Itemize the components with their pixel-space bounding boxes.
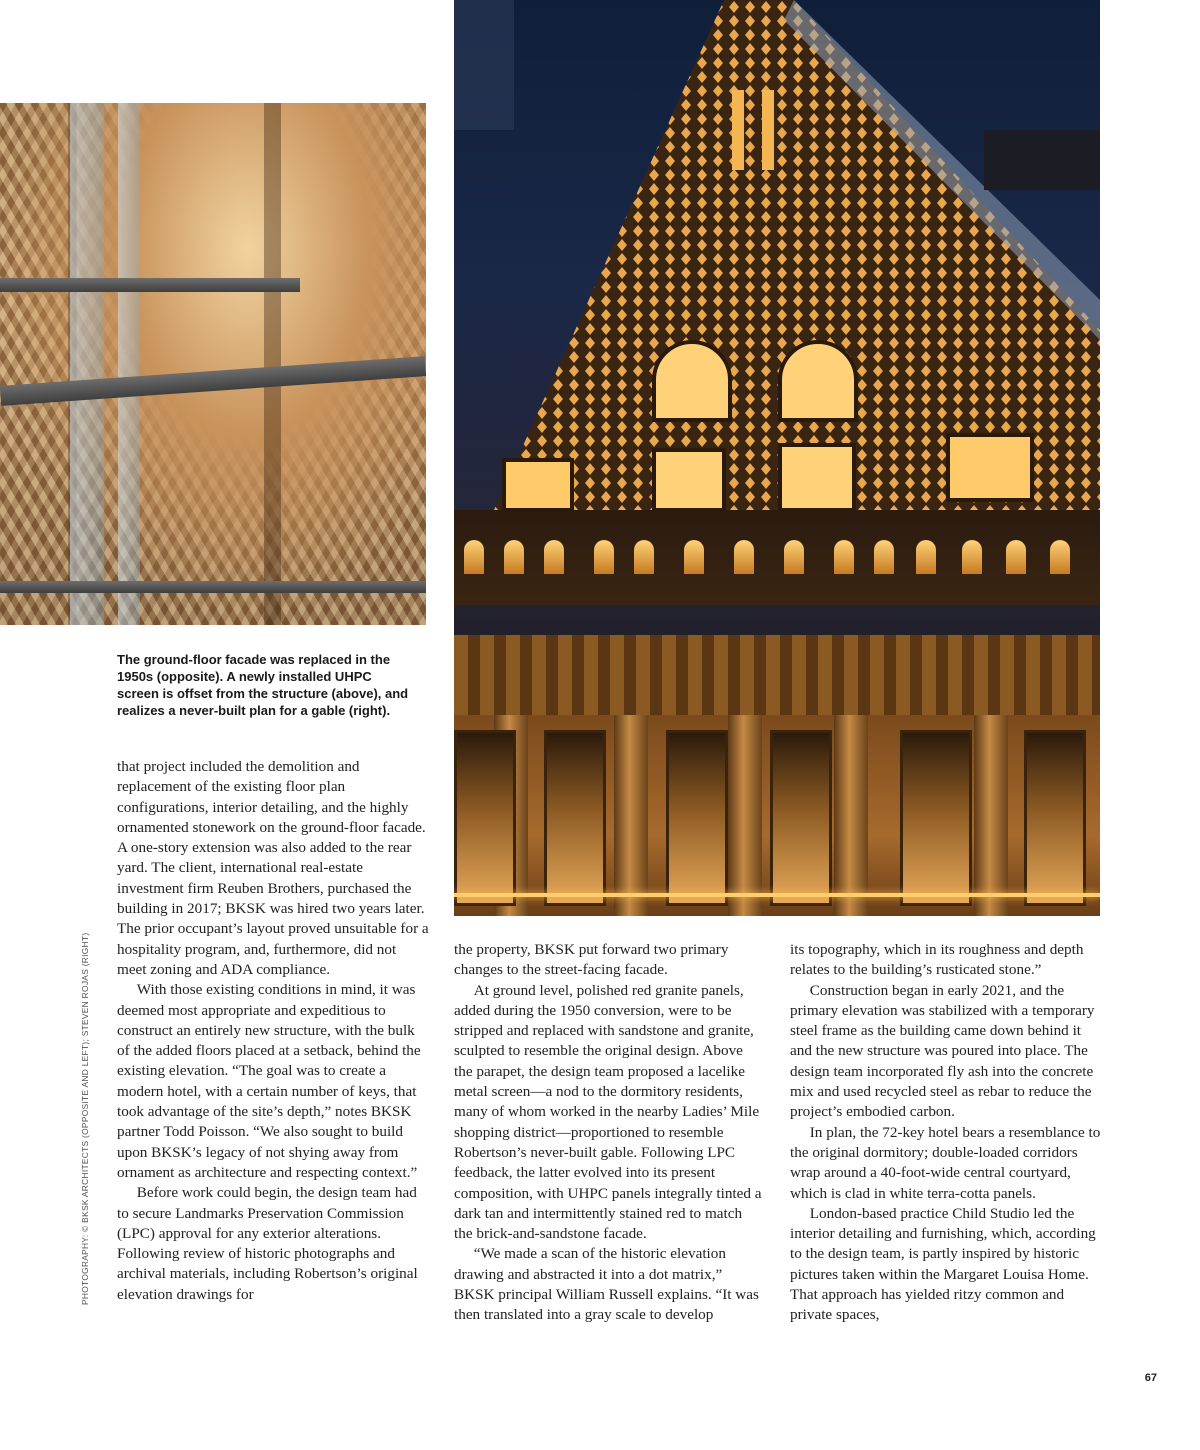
paragraph: At ground level, polished red granite panels, added during the 1950 conversion, were to be stripped and replaced with sandstone and granite, sculpted to resemble the original design. Above the parapet, the design team proposed a lacelike metal screen—a nod to the dormitory residents, many of whom worked in the nearby Ladies’ Mile shopping district—proportioned to resemble Robertson’s never-built gable. Following LPC feedback, the latter evolved into its present composition, with UHPC panels integrally tinted a dark tan and intermittently stained red to match the brick-and-sandstone facade. [454, 981, 762, 1243]
photo-gable-facade [454, 0, 1100, 916]
ground-floor-arcade [454, 715, 1100, 916]
paragraph: Construction began in early 2021, and the primary elevation was stabilized with a temporary steel frame as the building came down behind it and the new structure was poured into place. The design team incorporated fly ash into the concrete mix and used recycled steel as rebar to reduce the project’s embodied carbon. [790, 981, 1095, 1121]
steel-beam [0, 278, 300, 292]
paragraph: Before work could begin, the design team had to secure Landmarks Preservation Commission (LPC) approval for any exterior alterations. Following review of historic photographs and archival materials, including Robertson’s original elevation drawings for [117, 1184, 418, 1303]
paragraph: its topography, which in its roughness and depth relates to the building’s rusticated stone.” [790, 941, 1084, 979]
cornice [454, 635, 1100, 715]
photo-interior-screen [0, 103, 426, 625]
glass-panel [118, 103, 140, 625]
text-column-3 [790, 940, 1102, 1326]
arcade-windows [454, 540, 1100, 576]
glass-panel [70, 103, 104, 625]
steel-beam [0, 356, 426, 406]
paragraph: London-based practice Child Studio led the interior detailing and furnishing, which, according to the design team, is partly inspired by historic pictures taken within the Margaret Louisa Home. That approach has yielded ritzy common and private spaces, [790, 1204, 1096, 1324]
paragraph: that project included the demolition and replacement of the existing floor plan configurations, interior detailing, and the highly ornamented stonework on the ground-floor facade. A one-story extension was also added to the rear yard. The client, international real-estate investment firm Reuben Brothers, purchased the building in 2017; BKSK was hired two years later. The prior occupant’s layout proved unsuitable for a hospitality program, and, furthermore, did not meet zoning and ADA compliance. [117, 758, 429, 978]
text-column-1 [117, 757, 429, 1305]
photo-caption: The ground-floor facade was replaced in the 1950s (opposite). A newly installed UHPC screen is offset from the structure (above), and realizes a never-built plan for a gable (right). [117, 652, 409, 718]
page-number: 67 [1144, 1372, 1157, 1384]
gable-illustration [454, 0, 1100, 510]
paragraph: With those existing conditions in mind, it was deemed most appropriate and expeditious to construct an entirely new structure, with the bulk of the added floors placed at a setback, behind the existing elevation. “The goal was to create a modern hotel, with a certain number of keys, that took advantage of the site’s depth,” notes BKSK partner Todd Poisson. “We also sought to build upon BKSK’s legacy of not shying away from ornament as architecture and respecting context.” [117, 981, 421, 1181]
paragraph: the property, BKSK put forward two primary changes to the street-facing facade. [454, 941, 729, 979]
photo-credit: PHOTOGRAPHY: © BKSK ARCHITECTS (OPPOSITE AND LEFT); STEVEN ROJAS (RIGHT) [80, 932, 90, 1305]
steel-beam [0, 581, 426, 593]
text-column-2 [454, 940, 764, 1326]
paragraph: “We made a scan of the historic elevation drawing and abstracted it into a dot matrix,” BKSK principal William Russell explains. “It was then translated into a gray scale to develop [454, 1245, 759, 1324]
light-strip [454, 893, 1100, 897]
paragraph: In plan, the 72-key hotel bears a resemblance to the original dormitory; double-loaded corridors wrap around a 40-foot-wide central courtyard, which is clad in white terra-cotta panels. [790, 1123, 1101, 1202]
